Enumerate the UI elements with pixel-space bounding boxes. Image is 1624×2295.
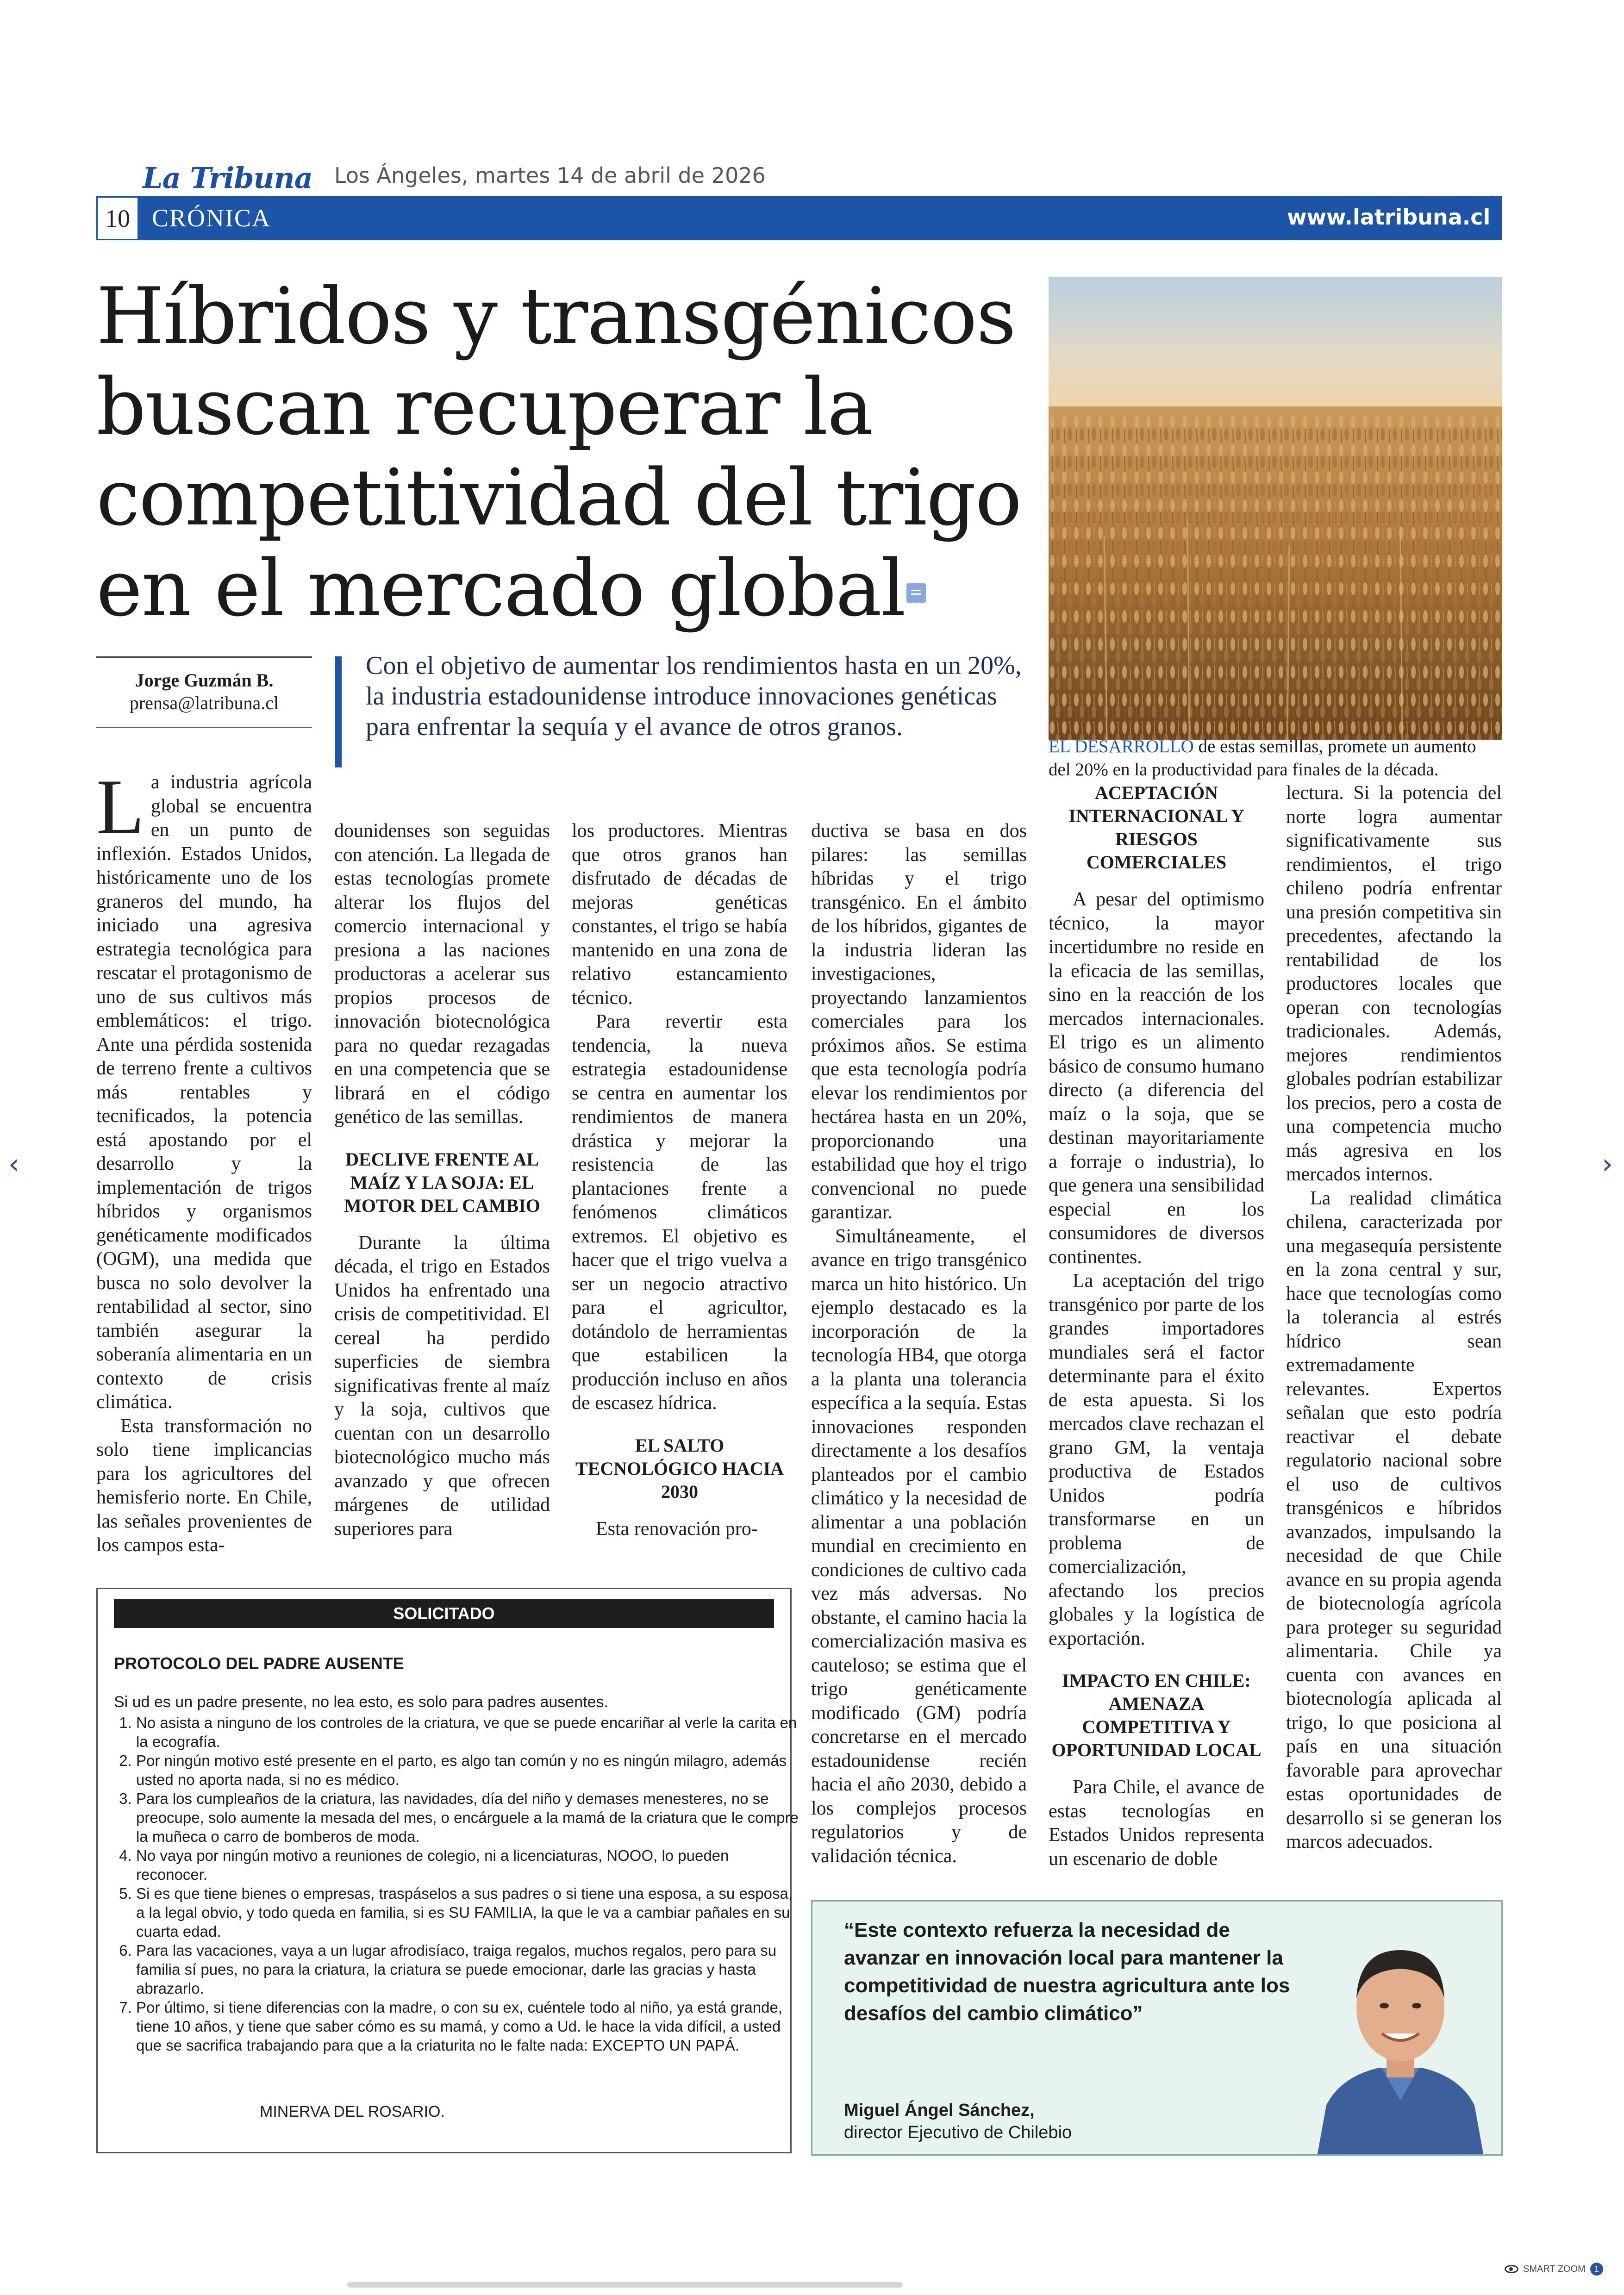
col2-paragraph-1: dounidenses son seguidas con atención. La llegada de estas tecnologías promete alterar los flujos del comercio internacional y presiona a las naciones productoras a acelerar sus propios procesos de innovación biotecnológica para no quedar rezagadas en una competencia que se librará en el código genético de las semillas. (334, 820, 550, 1128)
list-item: 6. Para las vacaciones, vaya a un lugar afrodisíaco, traiga regalos, muchos regalos, pero para su familia sí pues, no para la criatura, la criatura se puede emocionar, darle las gracias y hasta abrazarlo. (136, 1941, 803, 1998)
ad-signature: MINERVA DEL ROSARIO. (260, 2103, 445, 2120)
smart-zoom-control[interactable] (1505, 2263, 1603, 2276)
lead-accent-bar (335, 656, 342, 767)
article-headline: Híbridos y transgénicos buscan recuperar la competitividad del trigo en el mercado global (96, 271, 1021, 634)
quote-box (811, 1900, 1503, 2156)
column-5 (1049, 781, 1264, 1871)
subhead-aceptacion: ACEPTACIÓN INTERNACIONAL Y RIESGOS COMERCIALES (1068, 782, 1244, 873)
caption-prefix: EL DESARROLLO (1049, 736, 1194, 756)
subhead-salto: EL SALTO TECNOLÓGICO HACIA 2030 (575, 1434, 784, 1502)
list-item: 7. Por último, si tiene diferencias con la madre, o con su ex, cuéntele todo al niño, ya está grande, tiene 10 años, y tiene que saber cómo es su mamá, y como a Ud. le hace la vida difícil, a usted que se sacrifica trabajando para que a la criaturita no le falte nada: EXCEPTO UN PAPÁ. (136, 1998, 803, 2055)
col4-paragraph-2: Simultáneamente, el avance en trigo transgénico marca un hito histórico. Un ejemplo destacado es la incorporación de la tecnología HB4, que otorga a la planta una tolerancia específica a la sequía. Estas innovaciones responden directamente a los desafíos planteados por el cambio climático y la necesidad de alimentar a una población mundial en crecimiento en condiciones de cultivo cada vez más adversas. No obstante, el camino hacia la comercialización masiva es cauteloso; se estima que el trigo genéticamente modificado (GM) podría concretarse en el mercado estadounidense recién hacia el año 2030, debido a los complejos procesos regulatorios y de validación técnica. (811, 1225, 1027, 1867)
ad-label: SOLICITADO (114, 1599, 774, 1628)
smart-zoom-label: SMART ZOOM (1523, 2264, 1586, 2274)
author-email: prensa@latribuna.cl (129, 692, 279, 713)
col3-paragraph-2: Para revertir esta tendencia, la nueva estrategia estadounidense se centra en aumentar los rendimientos de manera drástica y mejorar la resistencia de las plantaciones frente a fenómenos climáticos extremos. El objetivo es hacer que el trigo vuelva a ser un negocio atractivo para el agricultor, dotándolo de herramientas que estabilicen la producción incluso en años de escasez hídrica. (572, 1011, 787, 1414)
col2-paragraph-2: Durante la última década, el trigo en Estados Unidos ha enfrentado una crisis de competitividad. El cereal ha perdido superficies de siembra significativas frente al maíz y la soja, cultivos que cuentan con un desarrollo biotecnológico mucho más avanzado y que ofrecen márgenes de utilidad superiores para (334, 1232, 550, 1540)
newspaper-logo: La Tribuna (143, 161, 312, 195)
column-6 (1286, 781, 1502, 1854)
col5-paragraph-2: La aceptación del trigo transgénico por parte de los grandes importadores mundiales será el factor determinante para el éxito de esta apuesta. Si los mercados clave rechazan el grano GM, la ventaja productiva de Estados Unidos podría transformarse en un problema de comercialización, afectando los precios globales y la logística de exportación. (1049, 1270, 1264, 1649)
section-name: CRÓNICA (152, 204, 271, 232)
col3-paragraph-1: los productores. Mientras que otros granos han disfrutado de décadas de mejoras genéticas constantes, el trigo se había mantenido en una zona de relativo estancamiento técnico. (572, 820, 787, 1009)
portrait-photo (1299, 1906, 1502, 2156)
subhead-declive: DECLIVE FRENTE AL MAÍZ Y LA SOJA: EL MOTOR DEL CAMBIO (344, 1148, 540, 1216)
col6-paragraph-1: lectura. Si la potencia del norte logra aumentar significativamente sus rendimientos, el trigo chileno podría enfrentar una presión competitiva sin precedentes, afectando la rentabilidad de los productores locales que operan con tecnologías tradicionales. Además, mejores rendimientos globales podrían estabilizar los precios, pero a costa de una competencia mucho más agresiva en los mercados internos. (1286, 782, 1502, 1185)
wheat-field-photo (1049, 277, 1502, 740)
author-bottom-rule (96, 727, 312, 728)
quote-author-name: Miguel Ángel Sánchez, (844, 2101, 1035, 2120)
column-3 (572, 819, 787, 1541)
col5-paragraph-1: A pesar del optimismo técnico, la mayor incertidumbre no reside en la eficacia de las semillas, sino en la reacción de los mercados internacionales. El trigo es un alimento básico de consumo humano directo (a diferencia del maíz o la soja, que se destinan mayoritariamente a forraje o industria), lo que genera una sensibilidad especial en los consumidores de diversos continentes. (1049, 889, 1264, 1268)
eye-icon (1505, 2265, 1518, 2273)
next-page-icon[interactable]: › (1602, 1148, 1613, 1180)
ad-intro: Si ud es un padre presente, no lea esto, es solo para padres ausentes. (114, 1693, 608, 1711)
solicitado-ad (96, 1588, 799, 2153)
col1-paragraph-1: a industria agrícola global se encuentra en un punto de inflexión. Estados Unidos, históricamente uno de los graneros del mundo, ha iniciado una agresiva estrategia tecnológica para rescatar el protagonismo de uno de sus cultivos más emblemáticos: el trigo. Ante una pérdida sostenida de terreno frente a cultivos más rentables y tecnificados, la potencia está apostando por el desarrollo y la implementación de trigos híbridos y organismos genéticamente modificados (OGM), una medida que busca no solo devolver la rentabilidad al sector, sino también asegurar la soberanía alimentaria en un contexto de crisis climática. (96, 772, 312, 1413)
photo-caption (1049, 735, 1502, 781)
caption-text: de estas semillas, promete un aumento del 20% en la productividad para finales de la década. (1049, 736, 1476, 780)
website-link[interactable]: www.latribuna.cl (1287, 205, 1491, 230)
column-2 (334, 819, 550, 1541)
ad-list (114, 1713, 803, 2055)
smart-zoom-badge: 1 (1590, 2263, 1603, 2276)
quote-text: “Este contexto refuerza la necesidad de avanzar en innovación local para mantener la competitividad de nuestra agricultura ante los desafíos del cambio climático” (844, 1919, 1290, 2025)
column-1 (96, 763, 312, 1558)
list-item: 5. Si es que tiene bienes o empresas, traspáselos a sus padres o si tiene una esposa, a su esposa, a la legal obvio, y todo queda en familia, si es SU FAMILIA, la que le va a cambiar pañales en su cuarta edad. (136, 1884, 803, 1941)
previous-page-icon[interactable]: ‹ (8, 1148, 19, 1180)
article-lead: Con el objetivo de aumentar los rendimientos hasta en un 20%, la industria estadounidense introduce innovaciones genéticas para enfrentar la sequía y el avance de otros granos. (366, 651, 1022, 741)
col5-paragraph-3: Para Chile, el avance de estas tecnologías en Estados Unidos representa un escenario de doble (1049, 1777, 1264, 1870)
page-number: 10 (96, 196, 139, 240)
list-item: 1. No asista a ninguno de los controles de la criatura, ve que se puede encariñar al verle la carita en la ecografía. (136, 1713, 803, 1751)
col6-paragraph-2: La realidad climática chilena, caracterizada por una megasequía persistente en la zona central y sur, hace que tecnologías como la tolerancia al estrés hídrico sean extremadamente relevantes. Expertos señalan que esto podría reactivar el debate regulatorio nacional sobre el uso de cultivos transgénicos e híbridos avanzados, impulsando la necesidad de que Chile avance en su propia agenda de biotecnología agrícola para proteger su seguridad alimentaria. Chile ya cuenta con avances en biotecnología aplicada al trigo, lo que posiciona al país en una situación favorable para aprovechar estas oportunidades de desarrollo si se generan los marcos adecuados. (1286, 1187, 1502, 1852)
col4-paragraph-1: ductiva se basa en dos pilares: las semillas híbridas y el trigo transgénico. En el ámbito de los híbridos, gigantes de la industria lideran las investigaciones, proyectando lanzamientos comerciales para los próximos años. Se estima que esta tecnología podría elevar los rendimientos por hectárea hasta en un 20%, proporcionando una estabilidad que hoy el trigo convencional no puede garantizar. (811, 820, 1027, 1223)
list-item: 4. No vaya por ningún motivo a reuniones de colegio, ni a licenciaturas, NOOO, lo pueden reconocer. (136, 1846, 803, 1884)
list-item: 3. Para los cumpleaños de la criatura, las navidades, día del niño y demases menesteres, no se preocupe, solo aumente la mesada del mes, o encárguele a la mamá de la criatura que le compre la muñeca o carro de bomberos de moda. (136, 1789, 803, 1846)
horizontal-scrollbar[interactable] (347, 2282, 903, 2288)
subhead-impacto: IMPACTO EN CHILE: AMENAZA COMPETITIVA Y OPORTUNIDAD LOCAL (1051, 1670, 1262, 1760)
col3-paragraph-3: Esta renovación pro- (596, 1518, 758, 1540)
dateline: Los Ángeles, martes 14 de abril de 2026 (334, 163, 766, 188)
col1-paragraph-2: Esta transformación no solo tiene implicancias para los agricultores del hemisferio norte. En Chile, las señales provenientes de los campos esta- (96, 1415, 312, 1556)
author-top-rule (96, 656, 312, 658)
list-item: 2. Por ningún motivo esté presente en el parto, es algo tan común y no es ningún milagro, además usted no aporta nada, si no es médico. (136, 1751, 803, 1789)
quote-author-role: director Ejecutivo de Chilebio (844, 2123, 1072, 2142)
note-icon[interactable] (906, 583, 926, 603)
author-name: Jorge Guzmán B. (135, 670, 274, 691)
dropcap: L (96, 763, 144, 850)
ad-title: PROTOCOLO DEL PADRE AUSENTE (114, 1654, 404, 1673)
column-4 (811, 819, 1027, 1868)
